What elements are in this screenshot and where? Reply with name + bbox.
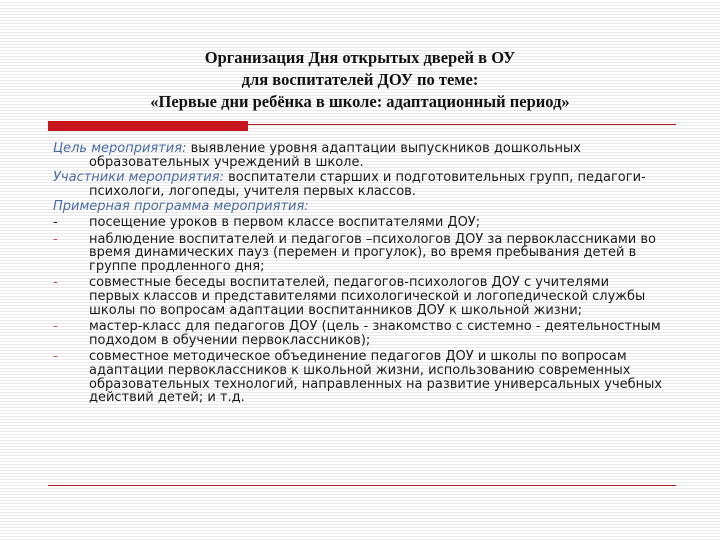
program-list [53,216,663,405]
title-line-1: Организация Дня открытых дверей в ОУ [204,48,516,67]
title-line-2: для воспитателей ДОУ по теме: [241,70,479,89]
bullet-dash: - [53,319,58,335]
program-item-text: совместное методическое объединение педагогов ДОУ и школы по вопросам адаптации первоклассников к школьной жизни, использованию современных образовательных технологий, направленных на развитие универсальных учебных действий детей; и т.д. [89,349,663,406]
program-item-text: совместные беседы воспитателей, педагогов-психологов ДОУ с учителями первых классов и представителями психологической и логопедической службы школы по вопросам адаптации воспитанников ДОУ к школьной жизни; [89,275,646,318]
program-item-text: наблюдение воспитателей и педагогов –психологов ДОУ за первоклассниками во время динамических пауз (перемен и прогулок), во время пребывания детей в группе продленного дня; [89,231,656,274]
bullet-dash: - [53,275,58,291]
bullet-dash: - [53,214,58,230]
title-line-3: «Первые дни ребёнка в школе: адаптационный период» [150,92,570,111]
program-item-text: мастер-класс для педагогов ДОУ (цель - знакомство с системно - деятельностным подходом в обучении первоклассников); [89,319,661,348]
program-heading: Примерная программа мероприятия: [53,199,309,215]
slide-body [53,142,663,408]
program-item [53,276,663,317]
participants-paragraph [53,171,663,198]
bottom-divider-line [48,485,676,486]
program-item [53,350,663,404]
bullet-dash: - [53,231,58,247]
goal-text: выявление уровня адаптации выпускников дошкольных образовательных учреждений в школе. [89,141,581,170]
program-item [53,320,663,347]
program-item-text: посещение уроков в первом классе воспитателями ДОУ; [89,214,481,230]
goal-paragraph [53,142,663,169]
bullet-dash: - [53,349,58,365]
slide-title [60,47,660,113]
goal-label: Цель мероприятия: [53,141,187,156]
participants-label: Участники мероприятия: [53,170,224,186]
program-item [53,233,663,274]
top-divider-accent-bar [48,121,248,131]
program-item [53,216,663,230]
participants-text: воспитатели старших и подготовительных групп, педагоги-психологи, логопеды, учителя первых классов. [89,170,646,199]
